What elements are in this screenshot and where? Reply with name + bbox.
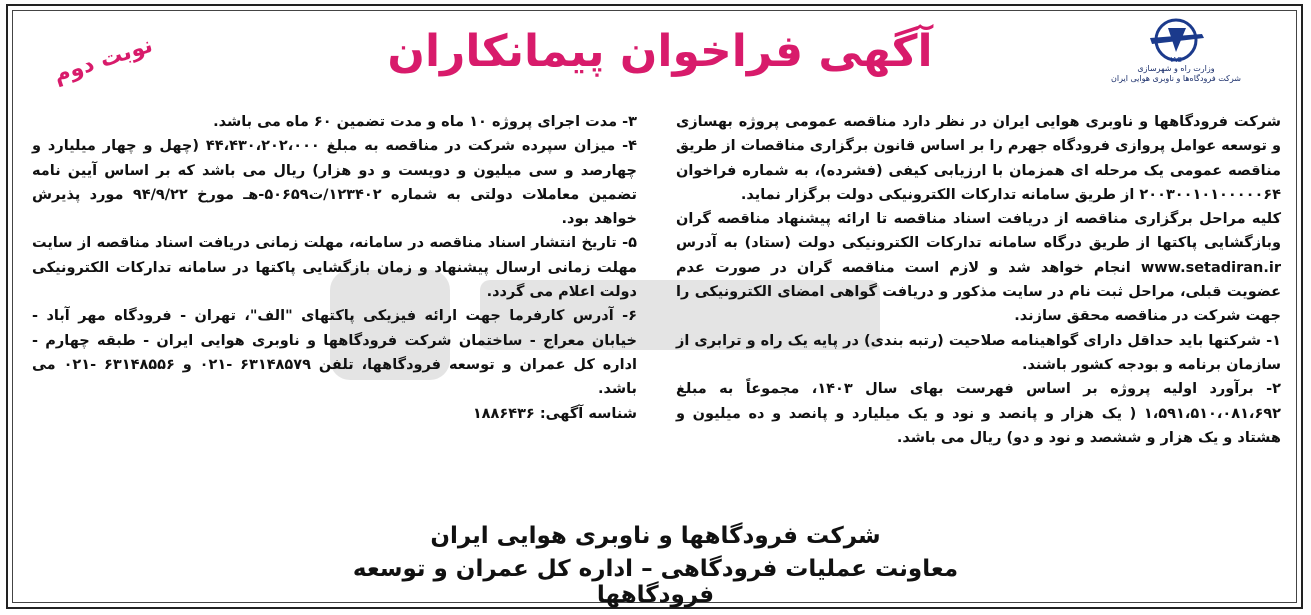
- left-column: [32, 110, 637, 426]
- condition-1: ۱- شرکتها باید حداقل دارای گواهینامه صلاحیت (رتبه بندی) در پایه یک راه و ترابری از سازمان برنامه و بودجه کشور باشند.: [676, 332, 1281, 373]
- condition-2: ۲- برآورد اولیه پروژه بر اساس فهرست بهای سال ۱۴۰۳، مجموعاً به مبلغ ۱،۵۹۱،۵۱۰،۰۸۱،۶۹۲ ( یک هزار و پانصد و نود و یک میلیارد و پانصد و ده میلیون و هشتاد و یک هزار و ششصد و نود و دو) ریال می باشد.: [676, 381, 1281, 446]
- intro-paragraph: شرکت فرودگاهها و ناوبری هوایی ایران در نظر دارد مناقصه عمومی پروژه بهسازی و توسعه عوامل پروازی فرودگاه جهرم را بر اساس قانون برگزاری مناقصات از طریق مناقصه عمومی یک مرحله ای همزمان با ارزیابی کیفی (فشرده)، به شماره فراخوان ۲۰۰۳۰۰۱۰۱۰۰۰۰۰۶۴ از طریق سامانه تدارکات الکترونیکی دولت برگزار نماید.: [676, 114, 1281, 203]
- round-badge: نوبت دوم: [50, 32, 156, 89]
- right-column: [676, 110, 1281, 450]
- airport-company-logo-icon: [1146, 18, 1206, 64]
- svg-text:IAC: IAC: [1170, 56, 1182, 64]
- condition-3: ۳- مدت اجرای پروژه ۱۰ ماه و مدت تضمین ۶۰ ماه می باشد.: [213, 114, 637, 130]
- footer-company-name: شرکت فرودگاهها و ناوبری هوایی ایران: [430, 523, 881, 549]
- procedure-paragraph: کلیه مراحل برگزاری مناقصه از دریافت اسناد مناقصه تا ارائه پیشنهاد مناقصه گران وبازگشایی پاکتها از طریق درگاه سامانه تدارکات الکترونیکی دولت (ستاد) به آدرس www.setadiran.ir انجام خواهد شد و لازم است مناقصه گران در صورت عدم عضویت قبلی، مراحل ثبت نام در سایت مذکور و دریافت گواهی امضای الکترونیکی را جهت شرکت در مناقصه محقق سازند.: [676, 211, 1281, 325]
- footer-department: معاونت عملیات فرودگاهی – اداره کل عمران و توسعه فرودگاهها: [352, 556, 959, 608]
- logo-ministry-text: وزارت راه و شهرسازی: [1137, 64, 1215, 73]
- condition-5: ۵- تاریخ انتشار اسناد مناقصه در سامانه، مهلت زمانی دریافت اسناد مناقصه از سایت مهلت زمانی ارسال پیشنهاد و زمان بازگشایی پاکتها در سامانه تدارکات الکترونیکی دولت اعلام می گردد.: [32, 235, 637, 301]
- company-logo: [1111, 18, 1241, 88]
- condition-6: ۶- آدرس کارفرما جهت ارائه فیزیکی پاکتهای "الف"، تهران - فرودگاه مهر آباد - خیابان معراج - ساختمان شرکت فرودگاهها و ناوبری هوایی ایران - طبقه چهارم - اداره کل عمران و توسعه فرودگاهها، تلفن ۶۳۱۴۸۵۷۹ -۰۲۱ و ۶۳۱۴۸۵۵۶ -۰۲۱ می باشد.: [32, 308, 637, 398]
- logo-company-text: شرکت فرودگاه‌ها و ناوبری هوایی ایران: [1111, 74, 1241, 83]
- page-title: آگهی فراخوان پیمانکاران: [387, 26, 933, 77]
- condition-4: ۴- میزان سپرده شرکت در مناقصه به مبلغ ۴۴،۴۳۰،۲۰۲،۰۰۰ (چهل و چهار میلیارد و چهارصد و سی میلیون و دویست و دو هزار) ریال می باشد که بر اساس آیین نامه تضمین معاملات دولتی به شماره ۱۲۳۴۰۲/ت۵۰۶۵۹-هـ مورخ ۹۴/۹/۲۲ مورد پذیرش خواهد بود.: [32, 138, 638, 228]
- ad-id: شناسه آگهی: ۱۸۸۶۴۳۶: [472, 405, 637, 422]
